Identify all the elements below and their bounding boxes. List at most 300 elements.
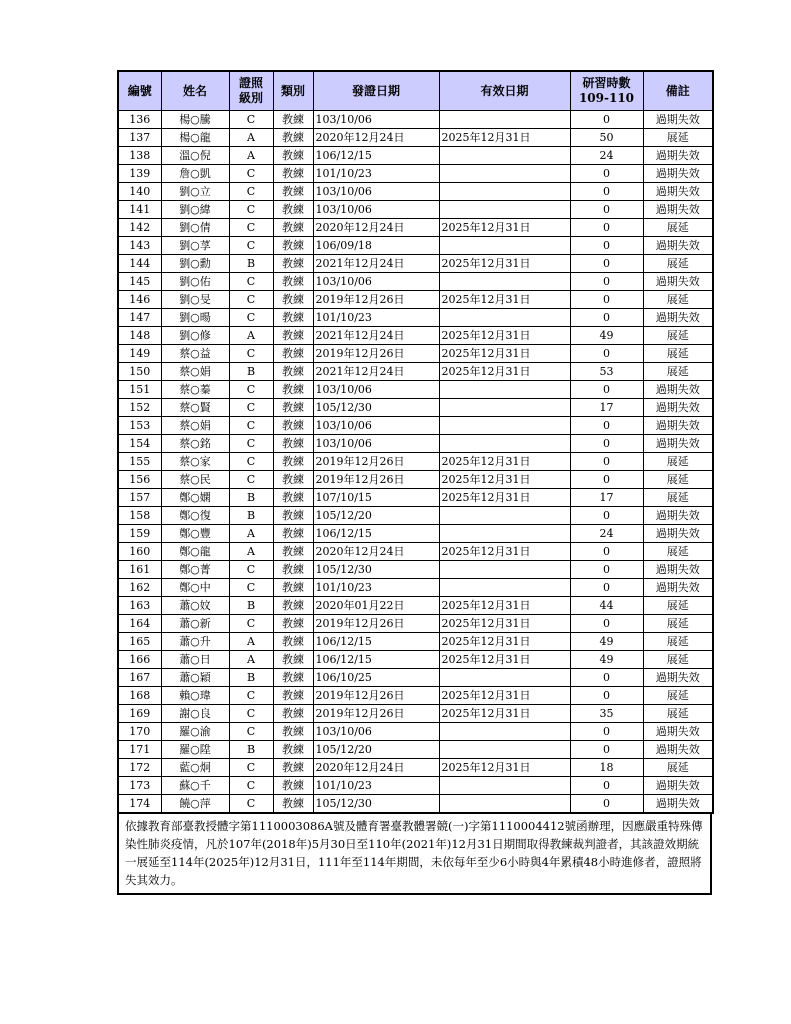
cell-remark: 展延	[643, 219, 713, 237]
cell-level: C	[229, 291, 273, 309]
cell-hours: 0	[570, 795, 643, 814]
cell-name: 饒○萍	[161, 795, 229, 814]
table-row	[118, 561, 713, 579]
cell-name: 鄭○龍	[161, 543, 229, 561]
cell-category: 教練	[273, 507, 313, 525]
cell-issue-date: 2021年12月24日	[313, 327, 439, 345]
cell-remark: 過期失效	[643, 525, 713, 543]
cell-remark: 展延	[643, 471, 713, 489]
cell-hours: 0	[570, 273, 643, 291]
cell-category: 教練	[273, 237, 313, 255]
cell-name: 鄭○嫻	[161, 489, 229, 507]
cell-no: 165	[118, 633, 161, 651]
cell-category: 教練	[273, 759, 313, 777]
cell-no: 148	[118, 327, 161, 345]
cell-remark: 過期失效	[643, 201, 713, 219]
cell-valid-date	[439, 435, 570, 453]
cell-remark: 過期失效	[643, 273, 713, 291]
cell-remark: 過期失效	[643, 507, 713, 525]
table-row	[118, 255, 713, 273]
cell-name: 賴○瑋	[161, 687, 229, 705]
cell-valid-date	[439, 561, 570, 579]
cell-remark: 展延	[643, 543, 713, 561]
cell-remark: 展延	[643, 363, 713, 381]
cell-no: 162	[118, 579, 161, 597]
cell-issue-date: 106/10/25	[313, 669, 439, 687]
cell-no: 140	[118, 183, 161, 201]
cell-no: 149	[118, 345, 161, 363]
cell-hours: 17	[570, 489, 643, 507]
cell-name: 蘇○千	[161, 777, 229, 795]
cell-no: 145	[118, 273, 161, 291]
table-row	[118, 525, 713, 543]
cell-hours: 53	[570, 363, 643, 381]
cell-hours: 0	[570, 435, 643, 453]
cell-issue-date: 101/10/23	[313, 165, 439, 183]
table-row	[118, 201, 713, 219]
cell-issue-date: 105/12/30	[313, 795, 439, 814]
cell-no: 147	[118, 309, 161, 327]
cell-category: 教練	[273, 741, 313, 759]
cell-issue-date: 2020年12月24日	[313, 759, 439, 777]
table-row	[118, 111, 713, 129]
cell-category: 教練	[273, 651, 313, 669]
cell-level: A	[229, 651, 273, 669]
cell-name: 蔡○益	[161, 345, 229, 363]
cell-valid-date	[439, 165, 570, 183]
cell-category: 教練	[273, 363, 313, 381]
cell-no: 174	[118, 795, 161, 814]
cell-hours: 0	[570, 669, 643, 687]
cell-valid-date	[439, 417, 570, 435]
cell-valid-date: 2025年12月31日	[439, 633, 570, 651]
cell-issue-date: 2020年12月24日	[313, 219, 439, 237]
cell-issue-date: 103/10/06	[313, 723, 439, 741]
cell-issue-date: 2019年12月26日	[313, 705, 439, 723]
cell-category: 教練	[273, 147, 313, 165]
cell-name: 蔡○賢	[161, 399, 229, 417]
cell-category: 教練	[273, 219, 313, 237]
cell-no: 141	[118, 201, 161, 219]
cell-remark: 展延	[643, 597, 713, 615]
cell-hours: 0	[570, 543, 643, 561]
cell-category: 教練	[273, 687, 313, 705]
table-row	[118, 507, 713, 525]
cell-valid-date	[439, 201, 570, 219]
cell-name: 蔡○家	[161, 453, 229, 471]
cell-valid-date	[439, 381, 570, 399]
table-row	[118, 741, 713, 759]
cell-remark: 過期失效	[643, 111, 713, 129]
cell-category: 教練	[273, 183, 313, 201]
cell-category: 教練	[273, 633, 313, 651]
cell-level: C	[229, 435, 273, 453]
cell-issue-date: 101/10/23	[313, 309, 439, 327]
cell-valid-date: 2025年12月31日	[439, 255, 570, 273]
cell-level: A	[229, 327, 273, 345]
cell-level: C	[229, 561, 273, 579]
cell-remark: 展延	[643, 327, 713, 345]
cell-no: 150	[118, 363, 161, 381]
header-issue-date: 發證日期	[313, 71, 439, 111]
cell-category: 教練	[273, 561, 313, 579]
cell-category: 教練	[273, 525, 313, 543]
table-row	[118, 543, 713, 561]
cell-level: B	[229, 255, 273, 273]
cell-valid-date: 2025年12月31日	[439, 615, 570, 633]
cell-category: 教練	[273, 669, 313, 687]
cell-no: 168	[118, 687, 161, 705]
header-category: 類別	[273, 71, 313, 111]
cell-issue-date: 105/12/30	[313, 561, 439, 579]
table-row	[118, 597, 713, 615]
header-name: 姓名	[161, 71, 229, 111]
cell-level: C	[229, 615, 273, 633]
table-row	[118, 777, 713, 795]
cell-issue-date: 2019年12月26日	[313, 453, 439, 471]
cell-remark: 過期失效	[643, 561, 713, 579]
table-row	[118, 399, 713, 417]
cell-no: 155	[118, 453, 161, 471]
cell-level: C	[229, 165, 273, 183]
cell-hours: 49	[570, 651, 643, 669]
cell-remark: 過期失效	[643, 147, 713, 165]
table-row	[118, 165, 713, 183]
header-hours-line2: 109-110	[578, 91, 635, 105]
cell-issue-date: 105/12/30	[313, 399, 439, 417]
table-row	[118, 327, 713, 345]
cell-level: C	[229, 471, 273, 489]
cell-category: 教練	[273, 795, 313, 814]
cell-name: 謝○良	[161, 705, 229, 723]
cell-category: 教練	[273, 543, 313, 561]
cell-name: 楊○騰	[161, 111, 229, 129]
cell-level: C	[229, 201, 273, 219]
table-row	[118, 615, 713, 633]
cell-hours: 0	[570, 723, 643, 741]
cell-hours: 0	[570, 471, 643, 489]
cell-remark: 展延	[643, 489, 713, 507]
cell-no: 138	[118, 147, 161, 165]
cell-valid-date	[439, 507, 570, 525]
cell-valid-date	[439, 723, 570, 741]
cell-issue-date: 103/10/06	[313, 435, 439, 453]
cell-issue-date: 103/10/06	[313, 183, 439, 201]
table-row	[118, 759, 713, 777]
table-row	[118, 669, 713, 687]
cell-valid-date: 2025年12月31日	[439, 651, 570, 669]
cell-level: A	[229, 129, 273, 147]
cell-remark: 過期失效	[643, 435, 713, 453]
cell-no: 157	[118, 489, 161, 507]
header-no: 編號	[118, 71, 161, 111]
table-row	[118, 273, 713, 291]
cell-level: B	[229, 741, 273, 759]
cell-category: 教練	[273, 345, 313, 363]
footnote: 依據教育部臺教授體字第1110003086A號及體育署臺教體署競(一)字第1110004412號函辦理，因應嚴重特殊傳染性肺炎疫情，凡於107年(2018年)5月30日至110年(2021年)12月31日期間取得教練裁判證者，其該證效期統一展延至114年(2025年)12月31日，111年至114年期間，未依每年至少6小時與4年累積48小時進修者，證照將失其效力。	[117, 814, 712, 895]
header-level	[229, 71, 273, 111]
cell-level: C	[229, 381, 273, 399]
cell-issue-date: 106/12/15	[313, 651, 439, 669]
table-row	[118, 417, 713, 435]
header-remark: 備註	[643, 71, 713, 111]
cell-level: C	[229, 723, 273, 741]
cell-name: 劉○立	[161, 183, 229, 201]
cell-name: 劉○修	[161, 327, 229, 345]
cell-valid-date: 2025年12月31日	[439, 219, 570, 237]
cell-hours: 50	[570, 129, 643, 147]
cell-no: 170	[118, 723, 161, 741]
cell-no: 137	[118, 129, 161, 147]
cell-name: 蔡○蓁	[161, 381, 229, 399]
cell-level: C	[229, 309, 273, 327]
cell-no: 161	[118, 561, 161, 579]
cell-level: B	[229, 489, 273, 507]
cell-no: 167	[118, 669, 161, 687]
cell-no: 163	[118, 597, 161, 615]
cell-category: 教練	[273, 327, 313, 345]
cell-no: 166	[118, 651, 161, 669]
cell-remark: 過期失效	[643, 381, 713, 399]
cell-hours: 0	[570, 741, 643, 759]
cell-no: 156	[118, 471, 161, 489]
cell-hours: 24	[570, 147, 643, 165]
cell-valid-date	[439, 273, 570, 291]
cell-valid-date: 2025年12月31日	[439, 759, 570, 777]
cell-hours: 44	[570, 597, 643, 615]
cell-level: B	[229, 597, 273, 615]
cell-hours: 0	[570, 237, 643, 255]
cell-no: 169	[118, 705, 161, 723]
cell-name: 羅○陞	[161, 741, 229, 759]
table-row	[118, 147, 713, 165]
cell-issue-date: 103/10/06	[313, 201, 439, 219]
cell-name: 蔡○民	[161, 471, 229, 489]
cell-hours: 0	[570, 165, 643, 183]
cell-name: 鄭○復	[161, 507, 229, 525]
cell-valid-date: 2025年12月31日	[439, 705, 570, 723]
table-row	[118, 453, 713, 471]
cell-name: 劉○勳	[161, 255, 229, 273]
table-row	[118, 291, 713, 309]
cell-issue-date: 2019年12月26日	[313, 615, 439, 633]
cell-name: 劉○佑	[161, 273, 229, 291]
cell-category: 教練	[273, 723, 313, 741]
cell-level: C	[229, 453, 273, 471]
cell-level: C	[229, 345, 273, 363]
header-hours-line1: 研習時數	[582, 76, 631, 90]
cell-level: A	[229, 633, 273, 651]
cell-issue-date: 2019年12月26日	[313, 345, 439, 363]
cell-valid-date	[439, 183, 570, 201]
cell-name: 鄭○中	[161, 579, 229, 597]
cell-issue-date: 106/12/15	[313, 147, 439, 165]
cell-category: 教練	[273, 579, 313, 597]
cell-issue-date: 103/10/06	[313, 417, 439, 435]
cell-name: 蕭○穎	[161, 669, 229, 687]
cell-no: 160	[118, 543, 161, 561]
cell-issue-date: 2019年12月26日	[313, 687, 439, 705]
cell-no: 159	[118, 525, 161, 543]
cell-name: 蕭○新	[161, 615, 229, 633]
cell-remark: 過期失效	[643, 417, 713, 435]
cell-remark: 展延	[643, 633, 713, 651]
cell-valid-date	[439, 669, 570, 687]
cell-no: 172	[118, 759, 161, 777]
table-row	[118, 435, 713, 453]
cell-category: 教練	[273, 201, 313, 219]
header-level-text: 證照級別	[238, 76, 263, 105]
cell-category: 教練	[273, 291, 313, 309]
cell-remark: 展延	[643, 687, 713, 705]
cell-issue-date: 2020年12月24日	[313, 543, 439, 561]
table-body	[118, 111, 713, 814]
cell-issue-date: 101/10/23	[313, 777, 439, 795]
cell-remark: 展延	[643, 615, 713, 633]
cell-issue-date: 103/10/06	[313, 111, 439, 129]
cell-hours: 0	[570, 201, 643, 219]
cell-issue-date: 106/12/15	[313, 525, 439, 543]
cell-name: 劉○緯	[161, 201, 229, 219]
cell-issue-date: 107/10/15	[313, 489, 439, 507]
cell-issue-date: 101/10/23	[313, 579, 439, 597]
cell-hours: 0	[570, 255, 643, 273]
cell-no: 173	[118, 777, 161, 795]
cell-valid-date: 2025年12月31日	[439, 363, 570, 381]
certificate-table-sheet	[117, 70, 712, 895]
table-row	[118, 381, 713, 399]
cell-category: 教練	[273, 129, 313, 147]
cell-name: 溫○倪	[161, 147, 229, 165]
cell-level: B	[229, 507, 273, 525]
cell-no: 143	[118, 237, 161, 255]
cell-category: 教練	[273, 435, 313, 453]
cell-valid-date: 2025年12月31日	[439, 543, 570, 561]
cell-hours: 24	[570, 525, 643, 543]
cell-remark: 過期失效	[643, 669, 713, 687]
cell-remark: 過期失效	[643, 399, 713, 417]
cell-valid-date: 2025年12月31日	[439, 471, 570, 489]
cell-category: 教練	[273, 417, 313, 435]
cell-hours: 49	[570, 327, 643, 345]
cell-remark: 展延	[643, 759, 713, 777]
cell-valid-date: 2025年12月31日	[439, 291, 570, 309]
cell-name: 蔡○銘	[161, 435, 229, 453]
cell-valid-date: 2025年12月31日	[439, 129, 570, 147]
cell-hours: 0	[570, 615, 643, 633]
cell-valid-date	[439, 147, 570, 165]
cell-remark: 展延	[643, 291, 713, 309]
table-row	[118, 795, 713, 814]
cell-name: 劉○莩	[161, 237, 229, 255]
cell-category: 教練	[273, 489, 313, 507]
cell-level: C	[229, 237, 273, 255]
cell-remark: 過期失效	[643, 741, 713, 759]
cell-no: 158	[118, 507, 161, 525]
cell-name: 鄭○菁	[161, 561, 229, 579]
cell-issue-date: 106/09/18	[313, 237, 439, 255]
cell-remark: 展延	[643, 453, 713, 471]
cell-level: C	[229, 579, 273, 597]
cell-hours: 49	[570, 633, 643, 651]
cell-hours: 0	[570, 381, 643, 399]
cell-category: 教練	[273, 615, 313, 633]
cell-issue-date: 105/12/20	[313, 507, 439, 525]
cell-level: C	[229, 219, 273, 237]
cell-category: 教練	[273, 597, 313, 615]
cell-name: 藍○炯	[161, 759, 229, 777]
cell-no: 136	[118, 111, 161, 129]
cell-no: 142	[118, 219, 161, 237]
cell-category: 教練	[273, 399, 313, 417]
cell-name: 鄭○豐	[161, 525, 229, 543]
cell-valid-date	[439, 777, 570, 795]
cell-level: A	[229, 147, 273, 165]
cell-remark: 展延	[643, 255, 713, 273]
cell-name: 劉○暘	[161, 309, 229, 327]
cell-category: 教練	[273, 777, 313, 795]
cell-level: C	[229, 759, 273, 777]
cell-hours: 0	[570, 111, 643, 129]
cell-category: 教練	[273, 705, 313, 723]
table-row	[118, 345, 713, 363]
cell-no: 152	[118, 399, 161, 417]
cell-valid-date: 2025年12月31日	[439, 345, 570, 363]
cell-category: 教練	[273, 255, 313, 273]
cell-remark: 過期失效	[643, 237, 713, 255]
cell-remark: 過期失效	[643, 723, 713, 741]
table-row	[118, 219, 713, 237]
cell-issue-date: 2021年12月24日	[313, 255, 439, 273]
cell-name: 蕭○升	[161, 633, 229, 651]
cell-remark: 展延	[643, 651, 713, 669]
cell-remark: 過期失效	[643, 579, 713, 597]
cell-issue-date: 2020年12月24日	[313, 129, 439, 147]
table-row	[118, 183, 713, 201]
table-row	[118, 471, 713, 489]
cell-name: 蕭○妏	[161, 597, 229, 615]
table-row	[118, 129, 713, 147]
header-valid-date: 有效日期	[439, 71, 570, 111]
cell-name: 劉○旻	[161, 291, 229, 309]
cell-remark: 展延	[643, 129, 713, 147]
cell-level: C	[229, 705, 273, 723]
cell-name: 羅○渝	[161, 723, 229, 741]
cell-name: 蔡○娟	[161, 363, 229, 381]
cell-hours: 35	[570, 705, 643, 723]
cell-valid-date: 2025年12月31日	[439, 327, 570, 345]
cell-no: 164	[118, 615, 161, 633]
cell-issue-date: 105/12/20	[313, 741, 439, 759]
cell-hours: 0	[570, 345, 643, 363]
coach-certificate-table	[117, 70, 714, 814]
cell-remark: 展延	[643, 345, 713, 363]
cell-valid-date	[439, 111, 570, 129]
cell-no: 171	[118, 741, 161, 759]
cell-hours: 0	[570, 777, 643, 795]
cell-level: C	[229, 399, 273, 417]
cell-level: C	[229, 111, 273, 129]
cell-level: B	[229, 669, 273, 687]
cell-valid-date	[439, 237, 570, 255]
cell-category: 教練	[273, 165, 313, 183]
cell-hours: 0	[570, 453, 643, 471]
table-row	[118, 309, 713, 327]
cell-issue-date: 103/10/06	[313, 273, 439, 291]
cell-hours: 0	[570, 687, 643, 705]
table-row	[118, 579, 713, 597]
cell-hours: 0	[570, 417, 643, 435]
